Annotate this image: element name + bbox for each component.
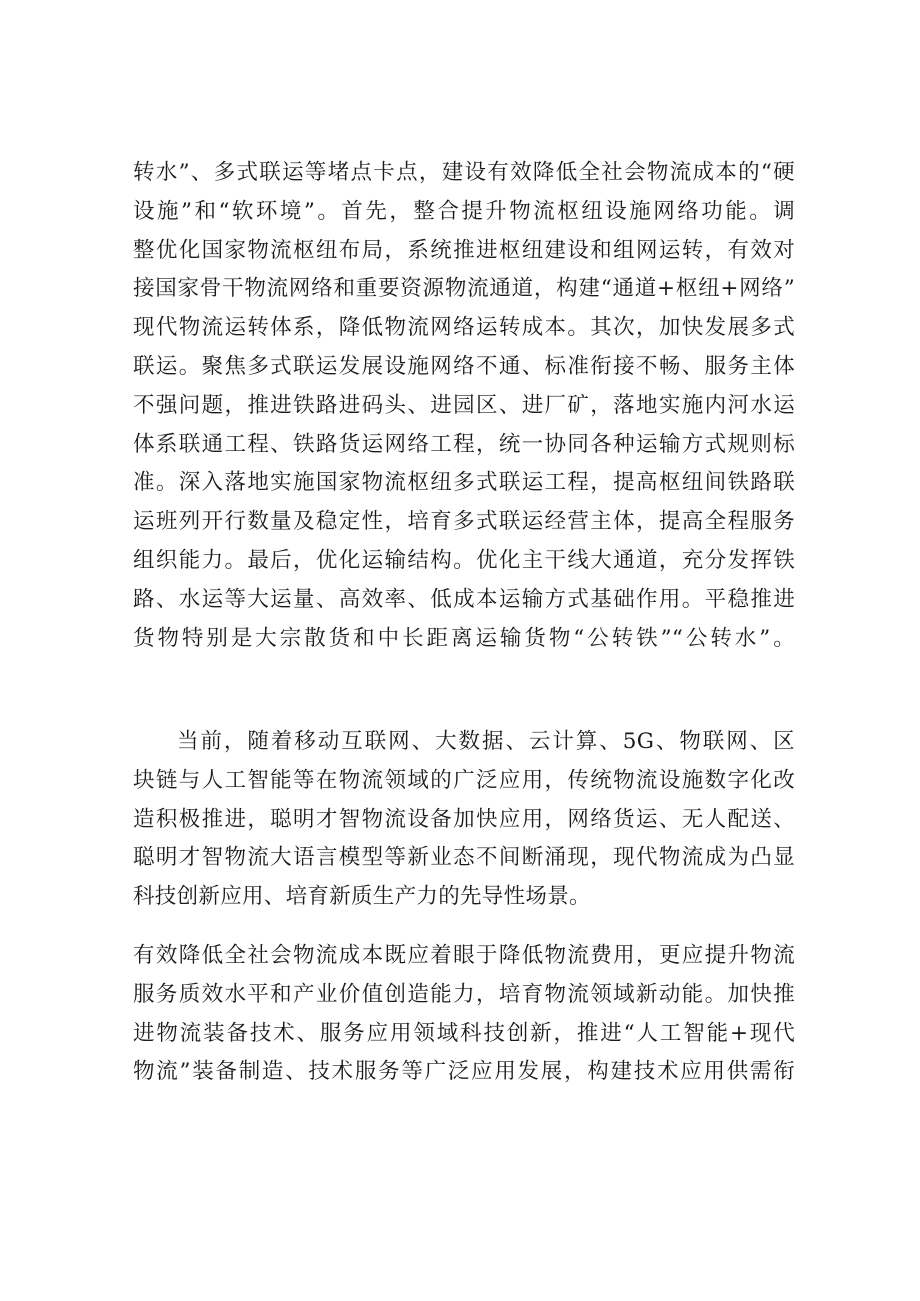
paragraph-1-line: 路、水运等大运量、高效率、低成本运输方式基础作用。平稳推进	[133, 586, 795, 612]
paragraph-1-line: 整优化国家物流枢纽布局，系统推进枢纽建设和组网运转，有效对	[133, 237, 795, 263]
paragraph-3-line: 有效降低全社会物流成本既应着眼于降低物流费用，更应提升物流	[133, 943, 795, 968]
paragraph-3	[133, 937, 795, 1092]
paragraph-1-line: 货物特别是大宗散货和中长距离运输货物“公转铁”“公转水”。	[133, 625, 795, 651]
paragraph-1-line: 转水”、多式联运等堵点卡点，建设有效降低全社会物流成本的“硬	[133, 160, 795, 185]
paragraph-1-line: 联运。聚焦多式联运发展设施网络不通、标准衔接不畅、服务主体	[133, 353, 795, 379]
paragraph-1-line: 设施”和“软环境”。首先，整合提升物流枢纽设施网络功能。调	[133, 198, 795, 224]
paragraph-1-line: 运班列开行数量及稳定性，培育多式联运经营主体，提高全程服务	[133, 509, 795, 535]
paragraph-1-line: 组织能力。最后，优化运输结构。优化主干线大通道，充分发挥铁	[133, 547, 795, 573]
paragraph-1-line: 接国家骨干物流网络和重要资源物流通道，构建“通道+枢纽+网络”	[133, 276, 795, 302]
paragraph-2-line: 造积极推进，聪明才智物流设备加快应用，网络货运、无人配送、	[133, 806, 795, 832]
paragraph-1	[133, 154, 795, 658]
paragraph-3-line: 进物流装备技术、服务应用领域科技创新，推进“人工智能+现代	[133, 1020, 795, 1046]
paragraph-2-line: 科技创新应用、培育新质生产力的先导性场景。	[133, 884, 591, 910]
paragraph-2-line: 当前，随着移动互联网、大数据、云计算、5G、物联网、区	[177, 729, 795, 754]
paragraph-3-line: 物流”装备制造、技术服务等广泛应用发展，构建技术应用供需衔	[133, 1059, 795, 1085]
paragraph-1-line: 准。深入落地实施国家物流枢纽多式联运工程，提高枢纽间铁路联	[133, 470, 795, 496]
paragraph-3-line: 服务质效水平和产业价值创造能力，培育物流领域新动能。加快推	[133, 981, 795, 1007]
paragraph-1-line: 现代物流运转体系，降低物流网络运转成本。其次，加快发展多式	[133, 315, 795, 341]
paragraph-2	[133, 723, 795, 917]
paragraph-1-line: 体系联通工程、铁路货运网络工程，统一协同各种运输方式规则标	[133, 431, 795, 457]
paragraph-2-line: 块链与人工智能等在物流领域的广泛应用，传统物流设施数字化改	[133, 767, 795, 793]
paragraph-2-line: 聪明才智物流大语言模型等新业态不间断涌现，现代物流成为凸显	[133, 845, 795, 871]
paragraph-1-line: 不强问题，推进铁路进码头、进园区、进厂矿，落地实施内河水运	[133, 392, 795, 418]
